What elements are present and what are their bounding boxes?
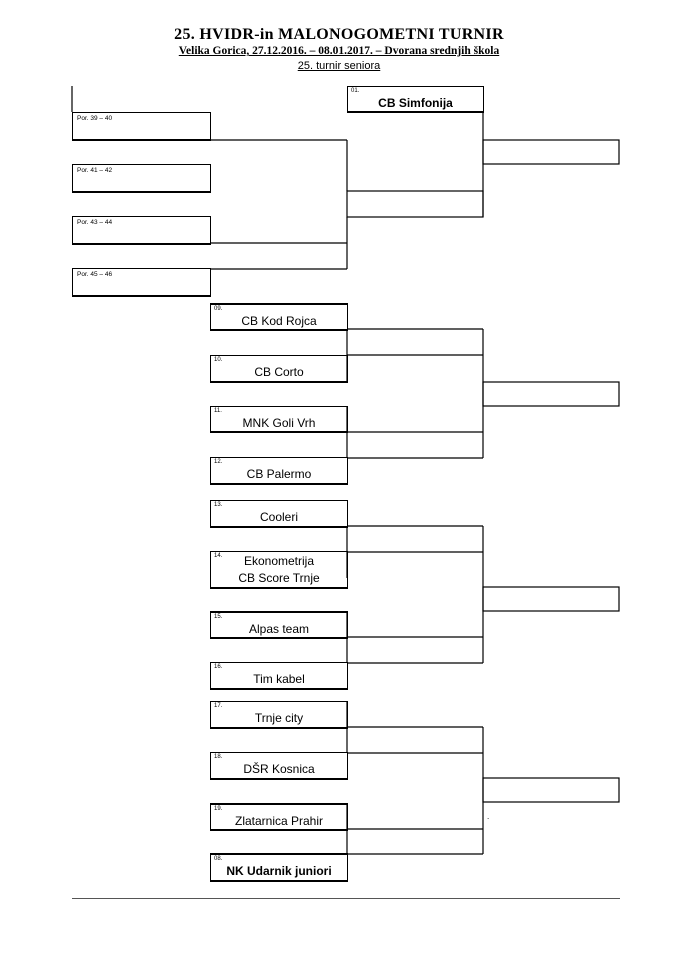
seed-number: 16. (214, 664, 223, 670)
slot-seed-16 (210, 662, 348, 690)
seed-number: 10. (214, 357, 223, 363)
slot-placeholder-39-40 (72, 112, 211, 141)
team-name: CB Palermo (246, 467, 312, 481)
team-name: CB Corto (254, 365, 304, 379)
team-name: CB Simfonija (378, 95, 453, 110)
footer-rule (72, 898, 620, 899)
seed-number: 13. (214, 502, 223, 508)
team-name: CB Kod Rojca (241, 313, 317, 328)
seed-number: 12. (214, 459, 223, 465)
seed-number: 08. (214, 856, 223, 862)
slot-seed-01 (347, 86, 484, 113)
team-name: Cooleri (259, 510, 298, 524)
slot-seed-15 (210, 611, 348, 639)
slot-placeholder-43-44 (72, 216, 211, 245)
team-name: Trnje city (254, 711, 304, 725)
seed-number: 01. (351, 88, 360, 94)
slot-seed-10 (210, 355, 348, 383)
slot-seed-14 (210, 551, 348, 589)
slot-seed-17 (210, 701, 348, 729)
team-name: DŠR Kosnica (243, 762, 315, 776)
tournament-title: 25. HVIDR-in MALONOGOMETNI TURNIR (174, 26, 504, 43)
seed-number: 09. (214, 306, 223, 312)
team-name: Tim kabel (253, 672, 305, 686)
slot-placeholder-45-46 (72, 268, 211, 297)
seed-number: 19. (214, 806, 223, 812)
seed-number: 18. (214, 754, 223, 760)
slot-seed-09 (210, 303, 348, 331)
stray-mark: . (487, 812, 490, 821)
placeholder-label: Por. 43 – 44 (77, 219, 113, 226)
slot-seed-12 (210, 457, 348, 485)
seed-number: 15. (214, 614, 223, 620)
seed-number: 11. (214, 408, 222, 414)
slot-seed-11 (210, 406, 348, 433)
team-name: Alpas team (248, 621, 310, 636)
slot-seed-18 (210, 752, 348, 780)
placeholder-label: Por. 45 – 46 (77, 271, 113, 278)
placeholder-label: Por. 41 – 42 (77, 167, 113, 174)
tournament-category: 25. turnir seniora (297, 60, 381, 72)
slot-placeholder-41-42 (72, 164, 211, 193)
tournament-venue-dates: Velika Gorica, 27.12.2016. – 08.01.2017. – Dvorana srednjih škola (178, 45, 500, 57)
placeholder-label: Por. 39 – 40 (77, 115, 113, 122)
seed-number: 17. (214, 703, 223, 709)
team-name: Zlatarnica Prahir (234, 813, 324, 828)
team-name: Ekonometrija CB Score Trnje (238, 553, 320, 585)
team-name: MNK Goli Vrh (242, 415, 316, 430)
seed-number: 14. (214, 553, 223, 559)
slot-seed-13 (210, 500, 348, 528)
slot-seed-08 (210, 853, 348, 882)
team-name: NK Udarnik juniori (226, 864, 332, 878)
slot-seed-19 (210, 803, 348, 831)
